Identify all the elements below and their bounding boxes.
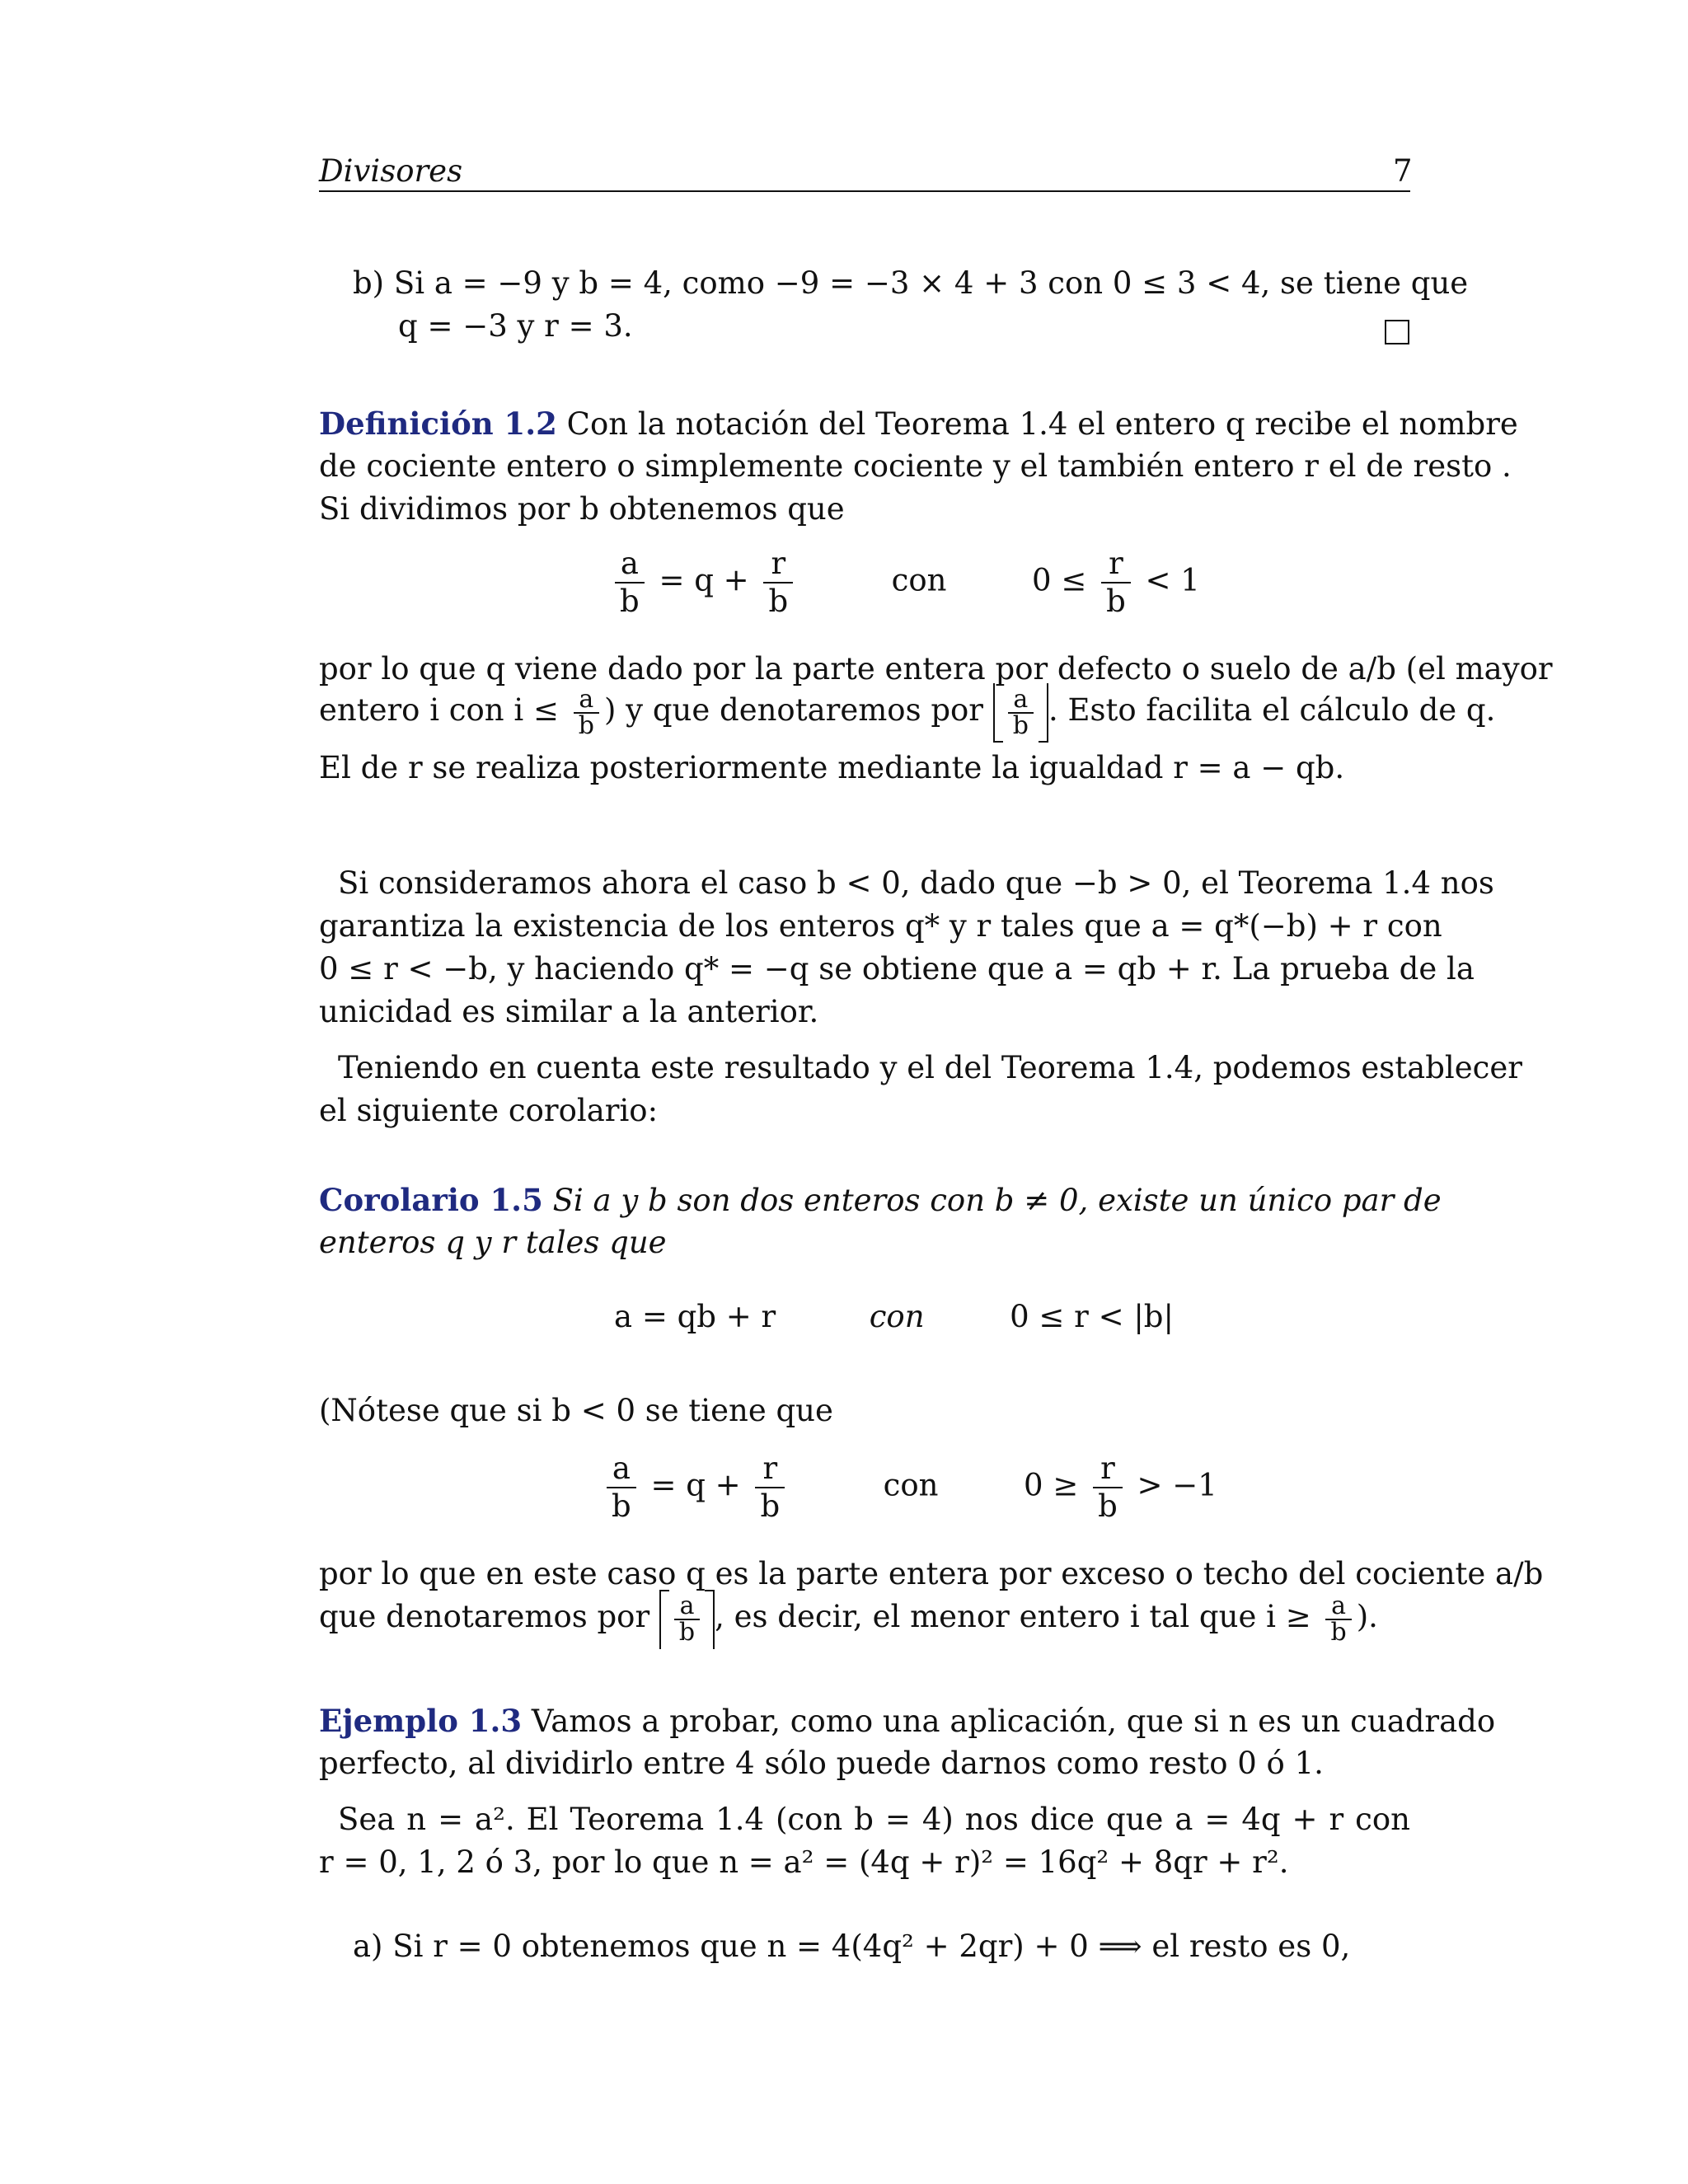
floor-text-b: ) y que denotaremos por — [603, 692, 983, 728]
corollary-equation — [614, 1299, 1174, 1334]
fraction-a-over-b-inline: $\frac{a}{b}$ — [574, 687, 599, 738]
floor-text-a: entero i con i ≤ — [319, 692, 559, 728]
floor-text-c: . Esto facilita el cálculo de q. — [1048, 692, 1496, 728]
condition-2-right: > −1 — [1137, 1467, 1217, 1503]
ceiling-paragraph-line-1: por lo que en este caso q es la parte entera por exceso o techo del cociente a/b — [319, 1556, 1544, 1591]
negative-case-line-3: 0 ≤ r < −b, y haciendo q* = −q se obtiene que a = qb + r. La prueba de la — [319, 951, 1475, 987]
ceiling-text-a: que denotaremos por — [319, 1599, 650, 1634]
note-line-1: (Nótese que si b < 0 se tiene que — [319, 1393, 833, 1428]
corollary-eq-condition: 0 ≤ r < |b| — [1010, 1299, 1174, 1334]
example-1-3-line-2: perfecto, al dividirlo entre 4 sólo puede darnos como resto 0 ó 1. — [319, 1746, 1324, 1781]
example-1-3-line-4: r = 0, 1, 2 ó 3, por lo que n = a² = (4q + r)² = 16q² + 8qr + r². — [319, 1844, 1289, 1880]
floor-paragraph-line-1: por lo que q viene dado por la parte entera por defecto o suelo de a/b (el mayor — [319, 651, 1553, 687]
page-number: 7 — [1393, 153, 1413, 189]
example-line-1-text: Vamos a probar, como una aplicación, que si n es un cuadrado — [522, 1704, 1496, 1739]
definition-1-2-line-3: Si dividimos por b obtenemos que — [319, 491, 845, 527]
definition-1-2-line-2: de cociente entero o simplemente cociente y el también entero r el de resto . — [319, 448, 1512, 484]
ceiling-text-c: ). — [1356, 1599, 1378, 1634]
running-header-title: Divisores — [319, 153, 463, 189]
example-b-line-2: q = −3 y r = 3. — [398, 308, 633, 344]
corollary-eq-con: con — [869, 1299, 925, 1334]
ceiling-inline-fraction: $\frac{a}{b}$ — [1325, 1594, 1351, 1645]
condition-2-left: 0 ≥ — [1024, 1467, 1079, 1503]
transition-line-2: el siguiente corolario: — [319, 1093, 659, 1128]
ceiling-paragraph-line-2 — [319, 1587, 1410, 1649]
example-1-3-item-a: a) Si r = 0 obtenemos que n = 4(4q² + 2qr) + 0 ⟹ el resto es 0, — [353, 1929, 1351, 1964]
definition-line-1-text: Con la notación del Teorema 1.4 el entero q recibe el nombre — [556, 406, 1518, 442]
display-equation-2 — [602, 1451, 1217, 1525]
condition-right: < 1 — [1145, 562, 1200, 598]
ceiling-bracket-right — [705, 1590, 715, 1649]
qed-square — [1385, 320, 1409, 344]
negative-case-line-2: garantiza la existencia de los enteros q* y r tales que a = q*(−b) + r con — [319, 908, 1442, 944]
header-rule — [319, 190, 1410, 192]
transition-line-1: Teniendo en cuenta este resultado y el del Teorema 1.4, podemos establecer — [338, 1050, 1522, 1085]
negative-case-line-4: unicidad es similar a la anterior. — [319, 994, 819, 1029]
fraction-a-over-b: $\frac{a}{b}$ — [615, 546, 645, 620]
floor-fraction: $\frac{a}{b}$ — [1008, 687, 1034, 738]
negative-case-line-1: Si consideramos ahora el caso b < 0, dado que −b > 0, el Teorema 1.4 nos — [338, 865, 1494, 901]
corollary-1-5-line-1 — [319, 1179, 1442, 1222]
corollary-1-5-line-2: enteros q y r tales que — [319, 1225, 667, 1260]
corollary-label: Corolario 1.5 — [319, 1182, 543, 1218]
example-b-line-1: b) Si a = −9 y b = 4, como −9 = −3 × 4 + 3 con 0 ≤ 3 < 4, se tiene que — [353, 265, 1469, 301]
example-1-3-line-1 — [319, 1699, 1496, 1743]
example-1-3-line-3: Sea n = a². El Teorema 1.4 (con b = 4) nos dice que a = 4q + r con — [338, 1802, 1410, 1837]
equation-2-con: con — [883, 1467, 939, 1503]
floor-bracket-right — [1039, 683, 1048, 743]
ceiling-bracket-left — [659, 1590, 669, 1649]
corollary-line-1-text: Si a y b son dos enteros con b ≠ 0, existe un único par de — [542, 1183, 1442, 1218]
equation-mid: = q + — [659, 562, 749, 598]
floor-bracket-left — [993, 683, 1003, 743]
floor-paragraph-line-3: El de r se realiza posteriormente mediante la igualdad r = a − qb. — [319, 750, 1345, 785]
condition-2-fraction: $\frac{r}{b}$ — [1093, 1451, 1123, 1525]
fraction-r-over-b: $\frac{r}{b}$ — [763, 546, 793, 620]
ceiling-text-b: , es decir, el menor entero i tal que i ≥ — [715, 1599, 1311, 1634]
display-equation-1 — [610, 546, 1200, 620]
corollary-eq-lhs: a = qb + r — [614, 1299, 776, 1334]
fraction-a-over-b-2: $\frac{a}{b}$ — [607, 1451, 636, 1525]
equation-con: con — [891, 562, 947, 598]
condition-fraction: $\frac{r}{b}$ — [1101, 546, 1131, 620]
definition-label: Definición 1.2 — [319, 405, 557, 442]
fraction-r-over-b-2: $\frac{r}{b}$ — [755, 1451, 785, 1525]
condition-left: 0 ≤ — [1032, 562, 1087, 598]
ceiling-fraction: $\frac{a}{b}$ — [674, 1594, 700, 1645]
definition-1-2-line-1 — [319, 402, 1518, 446]
example-label: Ejemplo 1.3 — [319, 1703, 523, 1739]
equation-2-mid: = q + — [650, 1467, 741, 1503]
floor-paragraph-line-2 — [319, 681, 1496, 743]
